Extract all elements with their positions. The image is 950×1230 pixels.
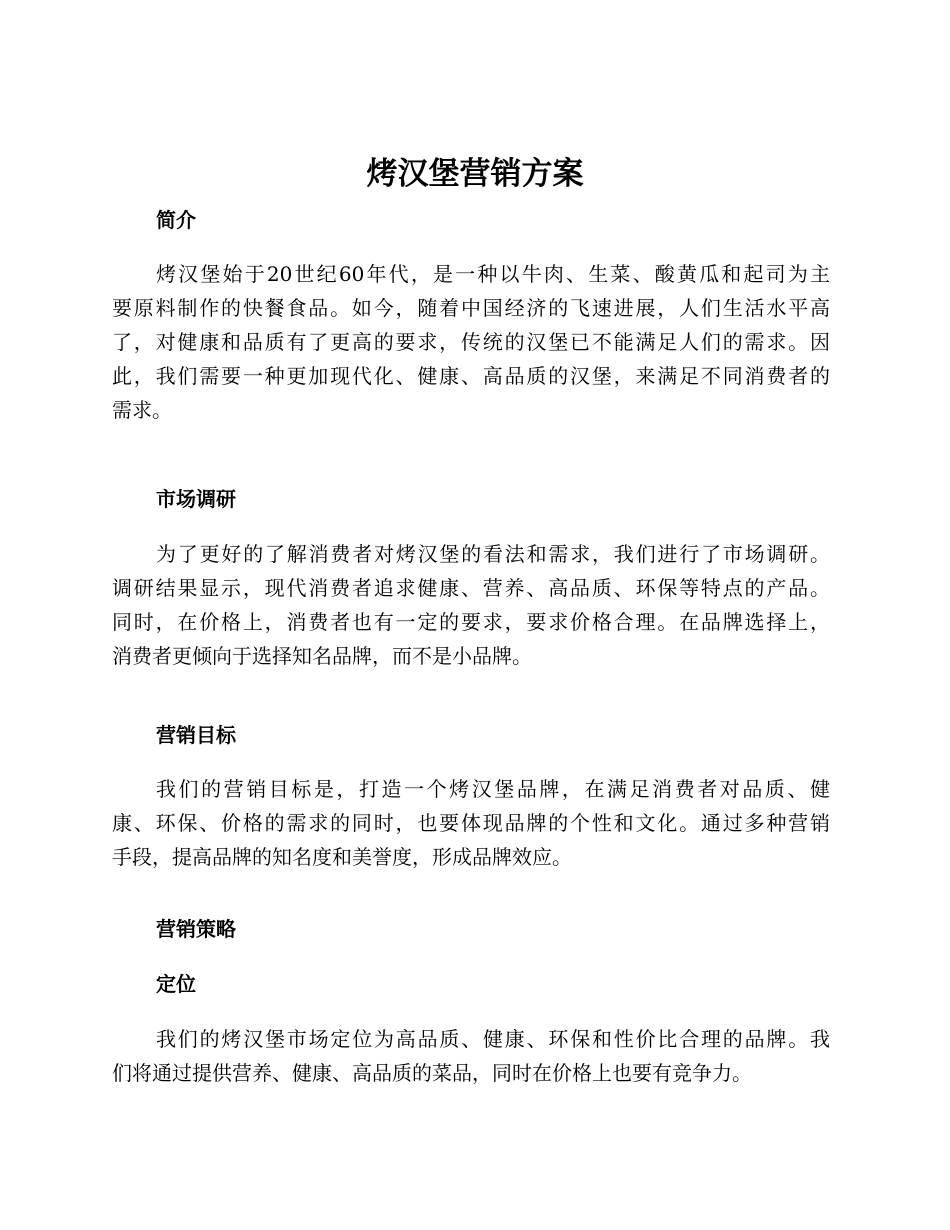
paragraph-line: 我们的烤汉堡市场定位为高品质、健康、环保和性价比合理的品牌。我 (156, 1027, 830, 1051)
paragraph-line: 需求。 (112, 398, 172, 422)
paragraph-line: 消费者更倾向于选择知名品牌，而不是小品牌。 (112, 644, 532, 668)
heading-intro: 简介 (156, 208, 196, 232)
paragraph-line: 们将通过提供营养、健康、高品质的菜品，同时在价格上也要有竞争力。 (112, 1061, 752, 1085)
heading-positioning: 定位 (156, 972, 196, 996)
heading-marketing-goals: 营销目标 (156, 723, 236, 747)
paragraph-line: 调研结果显示，现代消费者追求健康、营养、高品质、环保等特点的产品。 (112, 576, 830, 600)
paragraph-line: 我们的营销目标是，打造一个烤汉堡品牌，在满足消费者对品质、健 (156, 777, 830, 801)
heading-marketing-strategy: 营销策略 (156, 917, 236, 941)
paragraph-positioning (112, 1022, 830, 1090)
paragraph-marketing-goals (112, 772, 830, 874)
paragraph-market-research (112, 537, 830, 673)
paragraph-line: 烤汉堡始于20世纪60年代，是一种以牛肉、生菜、酸黄瓜和起司为主 (156, 262, 830, 286)
paragraph-intro (112, 257, 830, 427)
paragraph-line: 了，对健康和品质有了更高的要求，传统的汉堡已不能满足人们的需求。因 (112, 330, 830, 354)
paragraph-line: 为了更好的了解消费者对烤汉堡的看法和需求，我们进行了市场调研。 (156, 542, 830, 566)
document-title: 烤汉堡营销方案 (366, 156, 584, 192)
paragraph-line: 手段，提高品牌的知名度和美誉度，形成品牌效应。 (112, 845, 572, 869)
paragraph-line: 康、环保、价格的需求的同时，也要体现品牌的个性和文化。通过多种营销 (112, 811, 830, 835)
heading-market-research: 市场调研 (156, 487, 236, 511)
paragraph-line: 同时，在价格上，消费者也有一定的要求，要求价格合理。在品牌选择上， (112, 610, 830, 634)
paragraph-line: 要原料制作的快餐食品。如今，随着中国经济的飞速进展，人们生活水平高 (112, 296, 830, 320)
paragraph-line: 此，我们需要一种更加现代化、健康、高品质的汉堡，来满足不同消费者的 (112, 364, 830, 388)
